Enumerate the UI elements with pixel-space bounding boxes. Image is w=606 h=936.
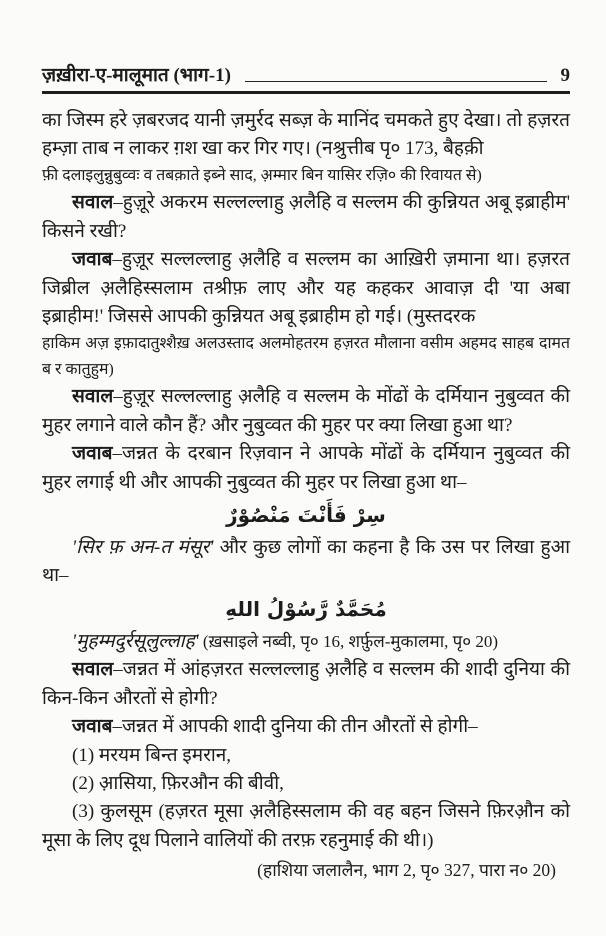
text-segment: (1) मरयम बिन्त इमरान,: [72, 744, 232, 766]
book-title: ज़ख़ीरा-ए-मालूमात (भाग-1): [42, 65, 231, 86]
qa-label: सवाल: [72, 659, 114, 681]
page-number: 9: [560, 65, 570, 86]
header-divider: [42, 91, 570, 94]
text-segment: फ़ी दलाइलुन्नुबुव्वः व तबक़ाते इब्ने साद, अ़म्मार बिन यासिर रज़ि० की रिवायत से): [42, 167, 482, 185]
citation-line: [42, 163, 570, 189]
page-content: [42, 107, 570, 885]
text-segment: سِرْ فَأَنْتَ مَنْصُوْرٌ: [226, 503, 386, 528]
text-segment: का जिस्म हरे ज़बरजद यानी ज़मुर्रद सब्ज़ के मानिंद चमकते हुए देखा। तो हज़रत हम्ज़ा ताब न लाकर ग़श खा कर गिर गए। (नश्रुत्तीब पृ० 173, बैहक़ी: [42, 109, 570, 159]
answer-paragraph: [42, 440, 570, 497]
arabic-inscription: [42, 594, 570, 624]
answer-paragraph: [42, 713, 570, 741]
qa-label: सवाल: [72, 386, 114, 408]
question-paragraph: [42, 656, 570, 713]
arabic-inscription: [42, 500, 570, 530]
question-paragraph: [42, 189, 570, 246]
page-header: [42, 64, 570, 88]
header-rule: [245, 81, 547, 82]
text-segment: 'सिर फ़ अन-त मंसूर': [72, 537, 214, 559]
list-item: [42, 770, 570, 798]
text-segment: और कुछ लोगों का कहना है कि उस पर लिखा हुआ था–: [42, 537, 570, 587]
source-citation: [42, 856, 570, 884]
text-segment: –जन्नत में आपकी शादी दुनिया की तीन औरतों से होगी–: [112, 716, 478, 738]
list-item: [42, 742, 570, 770]
text-segment: مُحَمَّدٌ رَّسُوْلُ اللهِ: [225, 596, 387, 621]
transliteration-citation: [42, 628, 570, 656]
text-segment: (3) कुलसूम (हज़रत मूसा अ़लैहिस्सलाम की वह बहन जिसने फ़िरऔ़न को मूसा के लिए दूध पिलाने वालियों की तरफ़ रहनुमाई की थी।): [42, 801, 570, 851]
text-segment: (हाशिया जलालैन, भाग 2, पृ० 327, पारा न० 20): [257, 860, 556, 881]
text-segment: (ख़साइले नब्वी, पृ० 16, शर्फ़ुल-मुकालमा, पृ० 20): [198, 631, 499, 651]
transliteration-paragraph: [42, 534, 570, 591]
qa-label: जवाब: [72, 443, 113, 465]
text-segment: –हुज़ूर सल्लल्लाहु अ़लैहि व सल्लम के मोंढों के दर्मियान नुबुव्वत की मुहर लगाने वाले कौन हैं? और नुबुव्वत की मुहर पर क्या लिखा हुआ था?: [42, 386, 570, 436]
qa-label: सवाल: [72, 192, 114, 214]
text-segment: (2) आ़सिया, फ़िरऔन की बीवी,: [72, 772, 284, 794]
qa-label: जवाब: [72, 716, 113, 738]
list-item: [42, 798, 570, 855]
text-segment: –जन्नत के दरबान रिज़वान ने आपके मोंढों के दर्मियान नुबुव्वत की मुहर लगाई थी और आपकी नुबुव्वत की मुहर पर लिखा हुआ था–: [42, 443, 570, 493]
question-paragraph: [42, 383, 570, 440]
text-segment: 'मुहम्मदुर्रसूलुल्लाह': [72, 630, 199, 652]
text-segment: हाकिम अज़ इफ़ादातुश्शैख़ अलउस्ताद अलमोहतरम हज़रत मौलाना वसीम अहमद साहब दामत ब र कातुहुम): [42, 335, 570, 379]
answer-paragraph: [42, 246, 570, 331]
text-segment: –हुज़ूर सल्लल्लाहु अ़लैहि व सल्लम का आख़िरी ज़माना था। हज़रत जिब्रील अ़लैहिस्सलाम तश्रीफ़ लाए और यह कहकर आवाज़ दी 'या अबा इब्राहीम!' जिससे आपकी कुन्नियत अबू इब्राहीम हो गई। (मुस्तदरक: [42, 249, 570, 328]
qa-label: जवाब: [72, 249, 113, 271]
body-paragraph-continuation: [42, 107, 570, 164]
text-segment: –जन्नत में आंहज़रत सल्लल्लाहु अ़लैहि व सल्लम की शादी दुनिया की किन-किन औरतों से होगी?: [42, 659, 570, 709]
citation-line: [42, 331, 570, 383]
text-segment: –हुज़ूरे अकरम सल्लल्लाहु अ़लैहि व सल्लम की कुन्नियत अबू इब्राहीम' किसने रखी?: [42, 192, 570, 242]
